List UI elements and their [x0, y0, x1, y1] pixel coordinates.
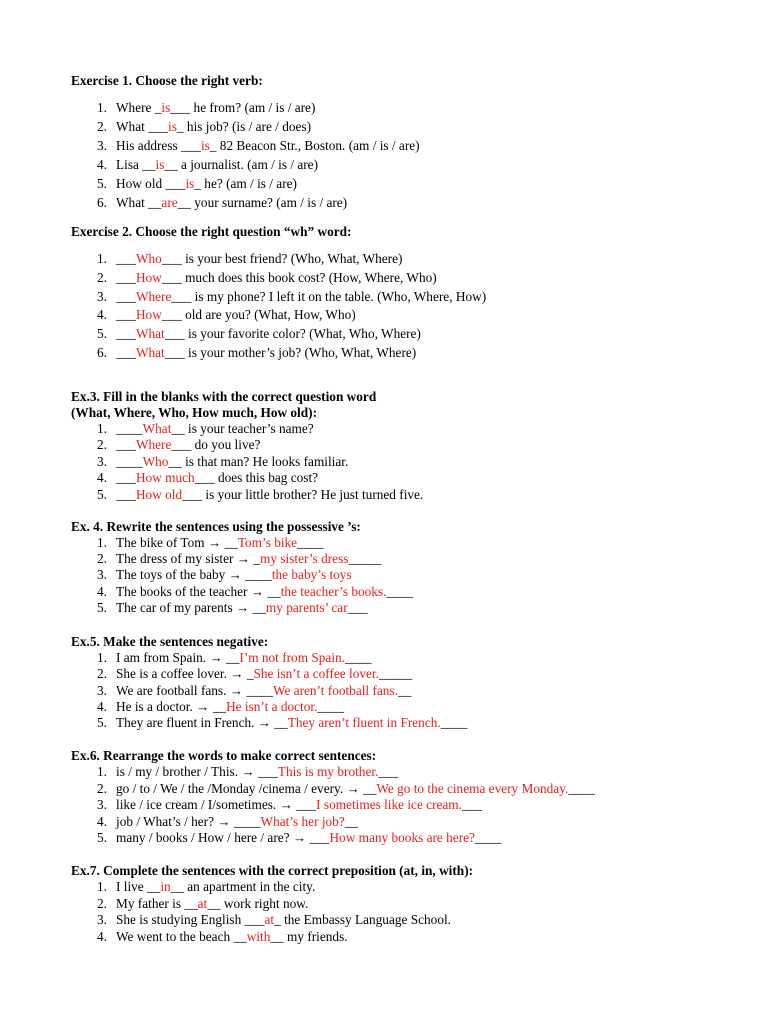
- exercise-list: [71, 421, 751, 503]
- prompt-text: They are fluent in French. → __: [116, 715, 288, 731]
- prompt-text: like / ice cream / I/sometimes. → ___: [116, 797, 317, 812]
- trailing-text: ___ he from? (am / is / are): [170, 100, 316, 115]
- item-number: 1.: [97, 650, 107, 665]
- prompt-text: The bike of Tom → __: [116, 535, 238, 550]
- trailing-text: _____: [348, 551, 382, 567]
- exercise-item: [71, 118, 751, 137]
- answer-text: in: [160, 879, 171, 894]
- exercise-item: [71, 99, 751, 118]
- exercise-6: [71, 748, 751, 847]
- item-number: 2.: [97, 118, 107, 134]
- prompt-text: ____: [116, 453, 143, 469]
- item-number: 1.: [97, 764, 107, 779]
- trailing-text: __ my friends.: [270, 929, 348, 945]
- trailing-text: _____: [378, 666, 413, 682]
- item-number: 4.: [97, 698, 107, 714]
- item-number: 1.: [97, 251, 107, 266]
- prompt-text: go / to / We / the /Monday /cinema / every. → __: [116, 780, 377, 796]
- prompt-text: job / What’s / her? → ____: [116, 813, 261, 829]
- item-number: 3.: [97, 682, 107, 698]
- prompt-text: ___: [116, 486, 136, 502]
- exercise-heading: Ex.5. Make the sentences negative:: [71, 634, 269, 649]
- exercise-item: [71, 600, 751, 616]
- answer-text: What: [142, 421, 172, 436]
- answer-text: We aren’t football fans.: [272, 682, 398, 698]
- answer-text: is: [185, 175, 195, 191]
- exercise-item: [71, 470, 751, 486]
- exercise-heading: (What, Where, Who, How much, How old):: [71, 405, 318, 420]
- answer-text: the baby’s toys: [271, 567, 352, 583]
- trailing-text: _ the Embassy Language School.: [274, 912, 451, 928]
- trailing-text: ____: [474, 830, 502, 845]
- prompt-text: He is a doctor. → __: [116, 698, 227, 714]
- exercise-item: [71, 584, 751, 600]
- trailing-text: __ your surname? (am / is / are): [177, 194, 348, 210]
- exercise-heading: Exercise 2. Choose the right question “wh” word:: [71, 224, 352, 239]
- exercise-list: [71, 650, 751, 731]
- answer-text: the teacher’s books.: [280, 583, 387, 599]
- answer-text: is: [168, 118, 177, 134]
- prompt-text: What ___: [116, 118, 169, 134]
- exercise-list: [71, 764, 751, 847]
- item-number: 3.: [97, 288, 107, 304]
- exercise-list: [71, 250, 751, 363]
- item-number: 3.: [97, 912, 107, 928]
- exercise-item: [71, 535, 751, 551]
- answer-text: is: [200, 137, 210, 153]
- trailing-text: __ is that man? He looks familiar.: [168, 453, 349, 469]
- answer-text: Who: [142, 453, 169, 469]
- prompt-text: ___: [116, 470, 136, 486]
- prompt-text: The car of my parents → __: [116, 599, 266, 615]
- item-number: 2.: [97, 780, 107, 796]
- trailing-text: ____: [344, 650, 372, 665]
- exercise-heading: Exercise 1. Choose the right verb:: [71, 73, 263, 88]
- answer-text: They aren’t fluent in French.: [287, 715, 441, 731]
- item-number: 5.: [97, 175, 107, 191]
- trailing-text: ___: [347, 599, 368, 615]
- trailing-text: ___: [378, 764, 399, 779]
- item-number: 3.: [97, 453, 107, 469]
- exercise-heading: Ex.6. Rearrange the words to make correct sentences:: [71, 748, 377, 763]
- exercise-item: [71, 666, 751, 682]
- exercise-item: [71, 929, 751, 946]
- trailing-text: __ work right now.: [207, 895, 309, 911]
- item-number: 3.: [97, 797, 107, 812]
- answer-text: This is my brother.: [277, 764, 379, 779]
- trailing-text: __ is your teacher’s name?: [171, 421, 314, 436]
- exercise-heading: Ex. 4. Rewrite the sentences using the possessive ’s:: [71, 519, 361, 534]
- exercise-list: [71, 879, 751, 946]
- answer-text: I sometimes like ice cream.: [316, 797, 462, 812]
- item-number: 4.: [97, 470, 107, 486]
- prompt-text: Where _: [116, 100, 162, 115]
- prompt-text: ___: [116, 251, 136, 266]
- trailing-text: ____: [297, 535, 324, 550]
- exercise-item: [71, 551, 751, 567]
- trailing-text: ___ much does this book cost? (How, Where, Who): [161, 269, 437, 285]
- answer-text: at: [264, 912, 275, 928]
- answer-text: How: [135, 307, 162, 323]
- exercise-item: [71, 194, 751, 213]
- trailing-text: ____: [440, 715, 468, 731]
- exercise-item: [71, 715, 751, 731]
- prompt-text: I live __: [116, 879, 161, 894]
- prompt-text: His address ___: [116, 137, 201, 153]
- answer-text: How old: [135, 486, 183, 502]
- trailing-text: ___ do you live?: [171, 437, 261, 453]
- item-number: 5.: [97, 326, 107, 342]
- prompt-text: She is studying English ___: [116, 912, 265, 928]
- exercise-2: [71, 224, 751, 363]
- prompt-text: We are football fans. → ____: [116, 682, 273, 698]
- answer-text: She isn’t a coffee lover.: [253, 666, 379, 682]
- prompt-text: ___: [116, 307, 136, 323]
- trailing-text: ___ old are you? (What, How, Who): [161, 307, 356, 323]
- exercise-item: [71, 454, 751, 470]
- answer-text: Tom’s bike: [237, 535, 298, 550]
- trailing-text: __: [397, 682, 412, 698]
- item-number: 5.: [97, 830, 107, 845]
- exercise-7: [71, 863, 751, 946]
- exercise-1: [71, 73, 751, 212]
- exercise-heading: Ex.7. Complete the sentences with the correct preposition (at, in, with):: [71, 863, 474, 878]
- trailing-text: __ an apartment in the city.: [170, 879, 316, 894]
- exercise-item: [71, 344, 751, 363]
- trailing-text: ___ is your favorite color? (What, Who, Where): [164, 326, 421, 342]
- prompt-text: ___: [116, 269, 136, 285]
- exercise-4: [71, 519, 751, 616]
- answer-text: He isn’t a doctor.: [226, 698, 318, 714]
- trailing-text: ___ is your mother’s job? (Who, What, Where): [164, 344, 417, 360]
- exercise-item: [71, 830, 751, 847]
- item-number: 6.: [97, 344, 107, 360]
- trailing-text: _ he? (am / is / are): [194, 175, 297, 191]
- item-number: 5.: [97, 715, 107, 731]
- exercise-5: [71, 634, 751, 731]
- exercise-3: [71, 389, 751, 503]
- exercise-item: [71, 325, 751, 344]
- item-number: 4.: [97, 583, 107, 599]
- prompt-text: ___: [116, 288, 136, 304]
- exercise-heading: Ex.3. Fill in the blanks with the correct question word: [71, 389, 377, 404]
- trailing-text: ____: [568, 780, 595, 796]
- prompt-text: ___: [116, 437, 136, 453]
- item-number: 1.: [97, 421, 107, 436]
- prompt-text: is / my / brother / This. → ___: [116, 764, 278, 779]
- trailing-text: _ 82 Beacon Str., Boston. (am / is / are): [209, 137, 420, 153]
- exercise-item: [71, 879, 751, 896]
- trailing-text: ___ is your best friend? (Who, What, Where): [161, 251, 403, 266]
- prompt-text: She is a coffee lover. → _: [116, 666, 254, 682]
- exercise-item: [71, 781, 751, 798]
- trailing-text: ___ does this bag cost?: [194, 470, 319, 486]
- trailing-text: ___: [461, 797, 482, 812]
- item-number: 4.: [97, 156, 107, 172]
- prompt-text: ___: [116, 326, 136, 342]
- exercise-item: [71, 288, 751, 307]
- exercise-item: [71, 175, 751, 194]
- answer-text: I’m not from Spain.: [239, 650, 345, 665]
- prompt-text: The dress of my sister → _: [116, 551, 261, 567]
- item-number: 2.: [97, 551, 107, 567]
- exercise-item: [71, 650, 751, 666]
- answer-text: We go to the cinema every Monday.: [376, 780, 569, 796]
- trailing-text: ___ is your little brother? He just turned five.: [182, 486, 424, 502]
- trailing-text: __: [344, 813, 359, 829]
- answer-text: How much: [135, 470, 195, 486]
- answer-text: with: [246, 929, 271, 945]
- item-number: 5.: [97, 599, 107, 615]
- item-number: 2.: [97, 895, 107, 911]
- item-number: 2.: [97, 269, 107, 285]
- exercise-item: [71, 306, 751, 325]
- answer-text: at: [197, 895, 208, 911]
- prompt-text: ___: [116, 344, 136, 360]
- item-number: 2.: [97, 437, 107, 453]
- answer-text: Who: [135, 251, 162, 266]
- item-number: 5.: [97, 486, 107, 502]
- exercise-item: [71, 250, 751, 269]
- trailing-text: _ his job? (is / are / does): [176, 118, 311, 134]
- prompt-text: My father is __: [116, 895, 198, 911]
- exercise-item: [71, 156, 751, 175]
- exercise-item: [71, 764, 751, 781]
- item-number: 3.: [97, 567, 107, 583]
- prompt-text: Lisa __: [116, 156, 156, 172]
- item-number: 1.: [97, 100, 107, 115]
- trailing-text: ____: [386, 583, 414, 599]
- exercise-item: [71, 699, 751, 715]
- answer-text: What’s her job?: [260, 813, 345, 829]
- trailing-text: __ a journalist. (am / is / are): [164, 156, 318, 172]
- prompt-text: How old ___: [116, 175, 186, 191]
- answer-text: Where: [135, 288, 172, 304]
- item-number: 4.: [97, 929, 107, 945]
- answer-text: is: [161, 100, 171, 115]
- prompt-text: What __: [116, 194, 162, 210]
- trailing-text: ____: [317, 698, 344, 714]
- answer-text: What: [135, 326, 165, 342]
- exercise-list: [71, 99, 751, 212]
- answer-text: my parents’ car: [265, 599, 348, 615]
- exercise-item: [71, 137, 751, 156]
- exercise-item: [71, 487, 751, 503]
- exercise-item: [71, 683, 751, 699]
- answer-text: are: [161, 194, 178, 210]
- prompt-text: The toys of the baby → ____: [116, 567, 272, 583]
- exercise-item: [71, 567, 751, 583]
- exercise-item: [71, 814, 751, 831]
- item-number: 3.: [97, 137, 107, 153]
- answer-text: is: [155, 156, 165, 172]
- prompt-text: ____: [116, 421, 143, 436]
- prompt-text: I am from Spain. → __: [116, 650, 240, 665]
- answer-text: Where: [135, 437, 172, 453]
- item-number: 4.: [97, 307, 107, 323]
- item-number: 6.: [97, 194, 107, 210]
- exercise-item: [71, 421, 751, 437]
- item-number: 2.: [97, 666, 107, 682]
- trailing-text: ___ is my phone? I left it on the table. (Who, Where, How): [171, 288, 487, 304]
- answer-text: What: [135, 344, 165, 360]
- exercise-item: [71, 797, 751, 814]
- exercise-list: [71, 535, 751, 616]
- answer-text: my sister’s dress: [260, 551, 349, 567]
- answer-text: How: [135, 269, 162, 285]
- item-number: 4.: [97, 813, 107, 829]
- exercise-item: [71, 437, 751, 453]
- prompt-text: We went to the beach __: [116, 929, 247, 945]
- answer-text: How many books are here?: [329, 830, 475, 845]
- prompt-text: many / books / How / here / are? → ___: [116, 830, 330, 845]
- exercise-item: [71, 896, 751, 913]
- exercise-item: [71, 269, 751, 288]
- item-number: 1.: [97, 535, 107, 550]
- exercise-item: [71, 912, 751, 929]
- prompt-text: The books of the teacher → __: [116, 583, 281, 599]
- item-number: 1.: [97, 879, 107, 894]
